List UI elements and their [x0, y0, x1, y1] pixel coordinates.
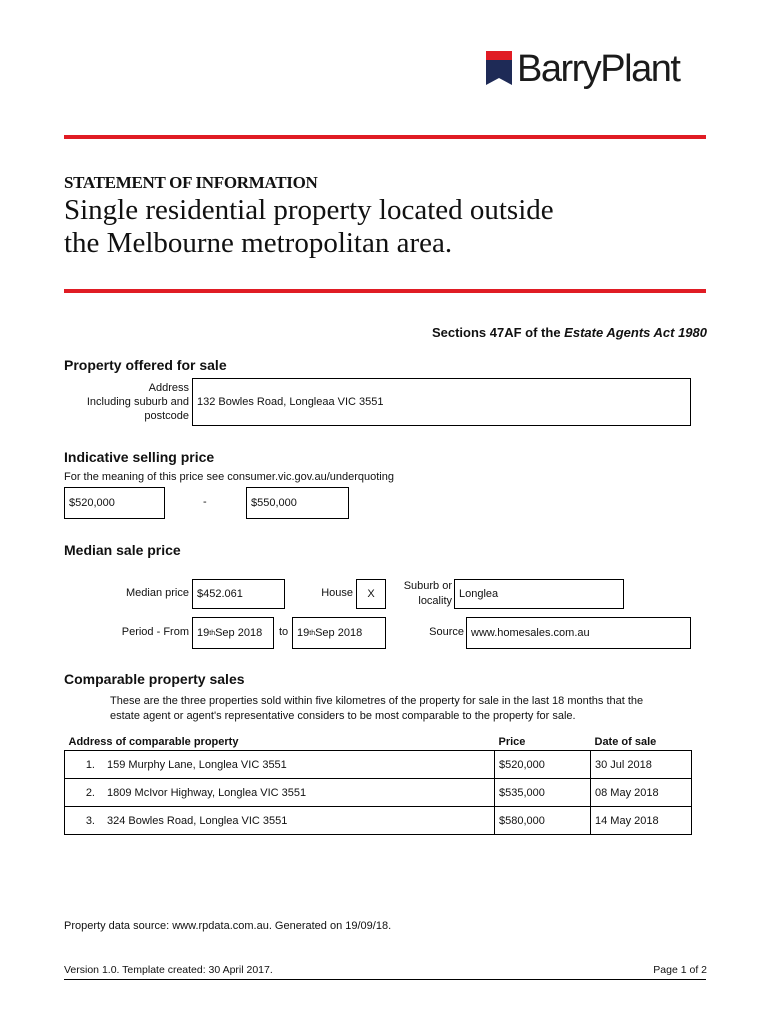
barry-plant-logo-flag-icon: [486, 51, 512, 85]
row-date[interactable]: 08 May 2018: [591, 779, 692, 807]
median-price-field[interactable]: $452.061: [192, 579, 285, 609]
row-date[interactable]: 30 Jul 2018: [591, 751, 692, 779]
table-row: [65, 751, 692, 779]
property-heading: Property offered for sale: [64, 357, 227, 373]
comparable-table: [64, 733, 692, 835]
period-from-month-year: Sep 2018: [215, 627, 263, 639]
address-label: [60, 381, 189, 423]
comparable-heading: Comparable property sales: [64, 671, 245, 687]
row-date[interactable]: 14 May 2018: [591, 807, 692, 835]
price-range-separator: -: [203, 496, 207, 508]
address-field[interactable]: 132 Bowles Road, Longleaa VIC 3551: [192, 378, 691, 426]
median-price-label: Median price: [126, 587, 189, 599]
period-to-field[interactable]: [292, 617, 386, 649]
price-high-field[interactable]: $550,000: [246, 487, 349, 519]
table-row: [65, 807, 692, 835]
bottom-red-divider: [64, 289, 706, 293]
col-address: Address of comparable property: [68, 735, 239, 748]
suburb-label: [390, 579, 452, 609]
property-type-label: House: [321, 587, 353, 599]
address-label-line-2: Including suburb and: [86, 396, 189, 408]
source-label: Source: [429, 626, 464, 638]
page-number: Page 1 of 2: [653, 964, 707, 976]
address-label-line-1: Address: [148, 382, 189, 394]
period-from-field[interactable]: [192, 617, 274, 649]
table-header-row: [65, 733, 692, 751]
row-price[interactable]: $580,000: [495, 807, 591, 835]
legislation-reference: [432, 325, 707, 340]
address-label-line-3: postcode: [144, 410, 189, 422]
row-price[interactable]: $535,000: [495, 779, 591, 807]
comparable-intro-line-1: These are the three properties sold within five kilometres of the property for sale in the last 18 months that the: [110, 695, 644, 707]
doc-title-line-1: Single residential property located outside: [64, 194, 554, 226]
version-note: Version 1.0. Template created: 30 April 2017.: [64, 964, 273, 976]
period-from-day: 19: [197, 627, 210, 639]
period-to-label: to: [279, 626, 289, 638]
source-field[interactable]: www.homesales.com.au: [466, 617, 691, 649]
row-number: 3.: [65, 807, 104, 835]
data-source-note: Property data source: www.rpdata.com.au. Generated on 19/09/18.: [64, 920, 392, 932]
legislation-act: Estate Agents Act 1980: [564, 325, 707, 340]
row-address[interactable]: 1809 McIvor Highway, Longlea VIC 3551: [103, 779, 495, 807]
doc-title: [64, 194, 704, 260]
doc-kicker: STATEMENT OF INFORMATION: [64, 173, 318, 192]
suburb-label-line-2: locality: [418, 595, 452, 607]
row-address[interactable]: 159 Murphy Lane, Longlea VIC 3551: [103, 751, 495, 779]
median-heading: Median sale price: [64, 542, 181, 558]
doc-title-line-2: the Melbourne metropolitan area.: [64, 227, 453, 259]
table-row: [65, 779, 692, 807]
suburb-field[interactable]: Longlea: [454, 579, 624, 609]
underquoting-note: For the meaning of this price see consumer.vic.gov.au/underquoting: [64, 471, 394, 483]
row-number: 1.: [65, 751, 104, 779]
indicative-heading: Indicative selling price: [64, 449, 215, 465]
legislation-prefix: Sections 47AF of the: [431, 325, 561, 340]
period-to-suffix: th: [309, 629, 316, 637]
row-address[interactable]: 324 Bowles Road, Longlea VIC 3551: [103, 807, 495, 835]
row-number: 2.: [65, 779, 104, 807]
period-to-month-year: Sep 2018: [315, 627, 363, 639]
row-price[interactable]: $520,000: [495, 751, 591, 779]
top-red-divider: [64, 135, 706, 139]
suburb-label-line-1: Suburb or: [403, 580, 452, 592]
house-checkbox[interactable]: X: [356, 579, 386, 609]
brand-logo-text: BarryPlant: [517, 48, 680, 90]
comparable-intro-line-2: estate agent or agent's representative considers to be most comparable to the property for sale.: [110, 710, 576, 722]
period-to-day: 19: [297, 627, 310, 639]
col-price: Price: [498, 735, 526, 748]
period-from-suffix: th: [209, 629, 216, 637]
price-low-field[interactable]: $520,000: [64, 487, 165, 519]
period-from-label: Period - From: [121, 626, 189, 638]
footer-divider: [64, 979, 706, 980]
col-date: Date of sale: [594, 735, 657, 748]
comparable-intro: [110, 694, 710, 724]
